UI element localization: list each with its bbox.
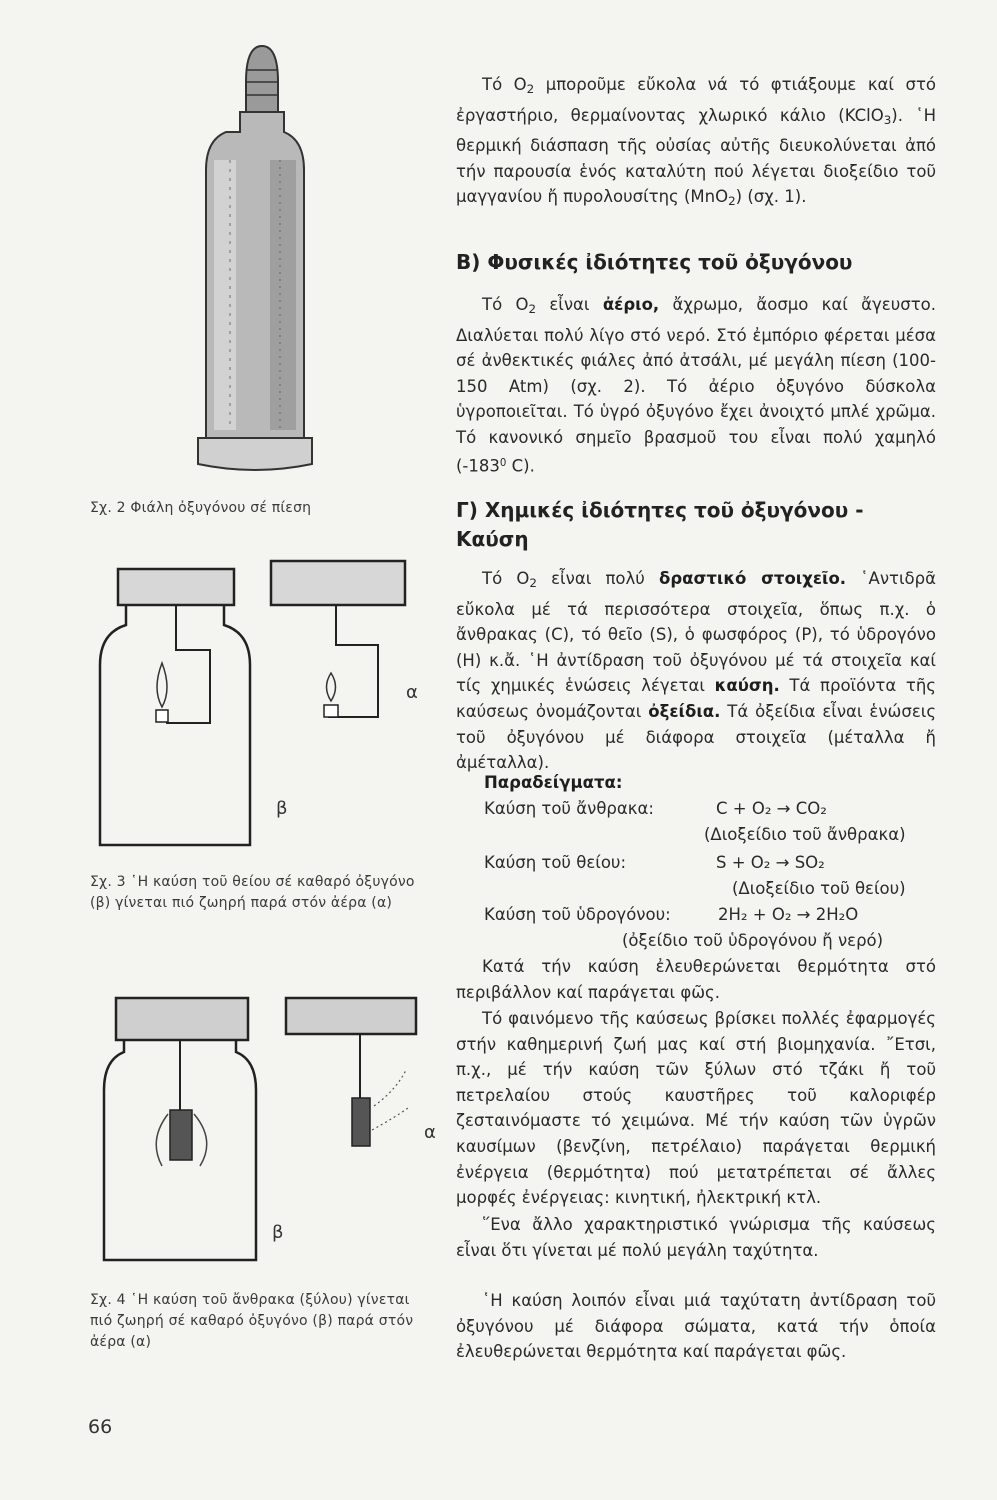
charcoal-alpha	[352, 1098, 370, 1146]
jar-beta-lid-fig4	[116, 998, 248, 1040]
flame-beta	[157, 663, 167, 707]
section-c-paragraph: Τό $O_2$ εἶναι πολύ δραστικό στοιχεῖο. ῾Αντιδρᾶ εὔκολα μέ τά περισσότερα στοιχεῖα, ὅπως π.χ. ὁ ἄνθρακας (C), τό θεῖο (S), ὁ φωσφόρος (P), τό ὑδρογόνο (Η) κ.ἄ. ῾Η ἀντίδραση τοῦ ὀξυγόνου μέ τά στοιχεῖα καί τίς χημικές ἑνώσεις λέγεται καύση. Τά προϊόντα τῆς καύσεως ὀνομάζονται ὀξείδια. Τά ὀξείδια εἶναι ἑνώσεις τοῦ ὀξυγόνου μέ διάφορα στοιχεῖα (μέταλλα ἤ ἀμέταλλα).	[456, 569, 937, 773]
example-2-label: Καύση τοῦ θείου:	[484, 853, 627, 872]
charcoal-beta	[170, 1110, 192, 1160]
example-1-note: (Διοξείδιο τοῦ ἄνθρακα)	[704, 825, 906, 844]
flame-alpha	[327, 673, 336, 701]
label-alpha-fig4: α	[424, 1122, 436, 1143]
cylinder-body	[214, 160, 236, 430]
intro-paragraph: Τό $O_2$ μποροῦμε εὔκολα νά τό φτιάξουμε καί στό ἐργαστήριο, θερμαίνοντας χλωρικό κάλιο (KClO$_3$). ῾Η θερμική διάσπαση τῆς οὐσίας αὐτῆς διευκολύνεται ἀπό τήν παρουσία ἑνός καταλύτη πού λέγεται διοξείδιο τοῦ μαγγανίου ἤ πυρολουσίτης (MnO$_2$) (σχ. 1).	[456, 75, 936, 209]
cylinder-base	[198, 438, 312, 470]
section-b-paragraph: Τό $O_2$ εἶναι ἀέριο, ἄχρωμο, ἄοσμο καί ἄγευστο. Διαλύεται πολύ λίγο στό νερό. Στό ἐμπόριο φέρεται μέσα σέ ἀνθεκτικές φιάλες ἀπό ἀτσάλι, μέ μεγάλη πίεση (100-150 Atm) (σχ. 2). Τό ἀέριο ὀξυγόνο δύσκολα ὑγροποιεῖται. Τό ὑγρό ὀξυγόνο ἔχει ἀνοιχτό μπλέ χρῶμα. Τό κανονικό σημεῖο βρασμοῦ του εἶναι πολύ χαμηλό ($-183^0$ C).	[456, 295, 937, 476]
definition-paragraph: ῾Η καύση λοιπόν εἶναι μιά ταχύτατη ἀντίδραση τοῦ ὀξυγόνου μέ διάφορα σώματα, κατά τήν ὁποία ἐλευθερώνεται θερμότητα καί παράγεται φῶς.	[456, 1291, 936, 1362]
example-2-note: (Διοξείδιο τοῦ θείου)	[732, 879, 906, 898]
speed-paragraph: ῞Ενα ἄλλο χαρακτηριστικό γνώρισμα τῆς καύσεως εἶναι ὅτι γίνεται μέ πολύ μεγάλη ταχύτητα.	[456, 1215, 936, 1260]
heat-paragraph: Κατά τήν καύση ἐλευθερώνεται θερμότητα στό περιβάλλον καί παράγεται φῶς.	[456, 957, 936, 1002]
carbon-combustion-figure	[96, 990, 426, 1275]
example-2-equation: S + O₂ → SO₂	[716, 853, 825, 872]
flame-alpha-fig4	[372, 1070, 408, 1130]
example-3-note: (ὀξείδιο τοῦ ὑδρογόνου ἤ νερό)	[622, 931, 884, 950]
example-1-label: Καύση τοῦ ἄνθρακα:	[484, 799, 654, 818]
oxygen-cylinder-figure	[180, 40, 330, 490]
applications-paragraph: Τό φαινόμενο τῆς καύσεως βρίσκει πολλές ἐφαρμογές στήν καθημερινή ζωή μας καί στή βιομηχανία. ῎Ετσι, π.χ., μέ τήν καύση τῶν ξύλων στό τζάκι ἤ τοῦ πετρελαίου στούς καυστῆρες τοῦ καλοριφέρ ζεσταινόμαστε τό χειμώνα. Μέ τήν καύση τῶν ὑγρῶν καυσίμων (βενζίνη, πετρέλαιο) παράγεται θερμική ἐνέργεια (θερμότητα) πού μετατρέπεται σέ ἄλλες μορφές ἐνέργειας: κινητική, ἠλεκτρική κτλ.	[456, 1009, 936, 1208]
sulfur-combustion-figure	[96, 555, 426, 855]
page-number: 66	[88, 1416, 113, 1438]
example-1-equation: C + O₂ → CO₂	[716, 799, 827, 818]
section-c-title: Γ) Χημικές ἰδιότητες τοῦ ὀξυγόνου - Καύση	[456, 498, 864, 551]
figure-3-caption: Σχ. 3 ῾Η καύση τοῦ θείου σέ καθαρό ὀξυγόνο (β) γίνεται πιό ζωηρή παρά στόν ἀέρα (α)	[90, 874, 415, 911]
examples-title: Παραδείγματα:	[484, 773, 623, 792]
section-b-title: Β) Φυσικές ἰδιότητες τοῦ ὀξυγόνου	[456, 250, 853, 274]
figure-2-caption: Σχ. 2 Φιάλη ὀξυγόνου σέ πίεση	[90, 500, 312, 516]
figure-4-caption: Σχ. 4 ῾Η καύση τοῦ ἄνθρακα (ξύλου) γίνεται πιό ζωηρή σέ καθαρό ὀξυγόνο (β) παρά στόν ἀέρα (α)	[90, 1292, 414, 1350]
stand-alpha-lid	[271, 561, 405, 605]
stand-alpha-lid-fig4	[286, 998, 416, 1034]
example-3-equation: 2H₂ + O₂ → 2H₂O	[718, 905, 859, 924]
example-3-label: Καύση τοῦ ὑδρογόνου:	[484, 905, 671, 924]
label-beta-fig3: β	[276, 798, 288, 819]
label-beta-fig4: β	[272, 1222, 284, 1243]
label-alpha-fig3: α	[406, 682, 418, 703]
cylinder-valve	[246, 46, 278, 112]
jar-beta-lid	[118, 569, 234, 605]
